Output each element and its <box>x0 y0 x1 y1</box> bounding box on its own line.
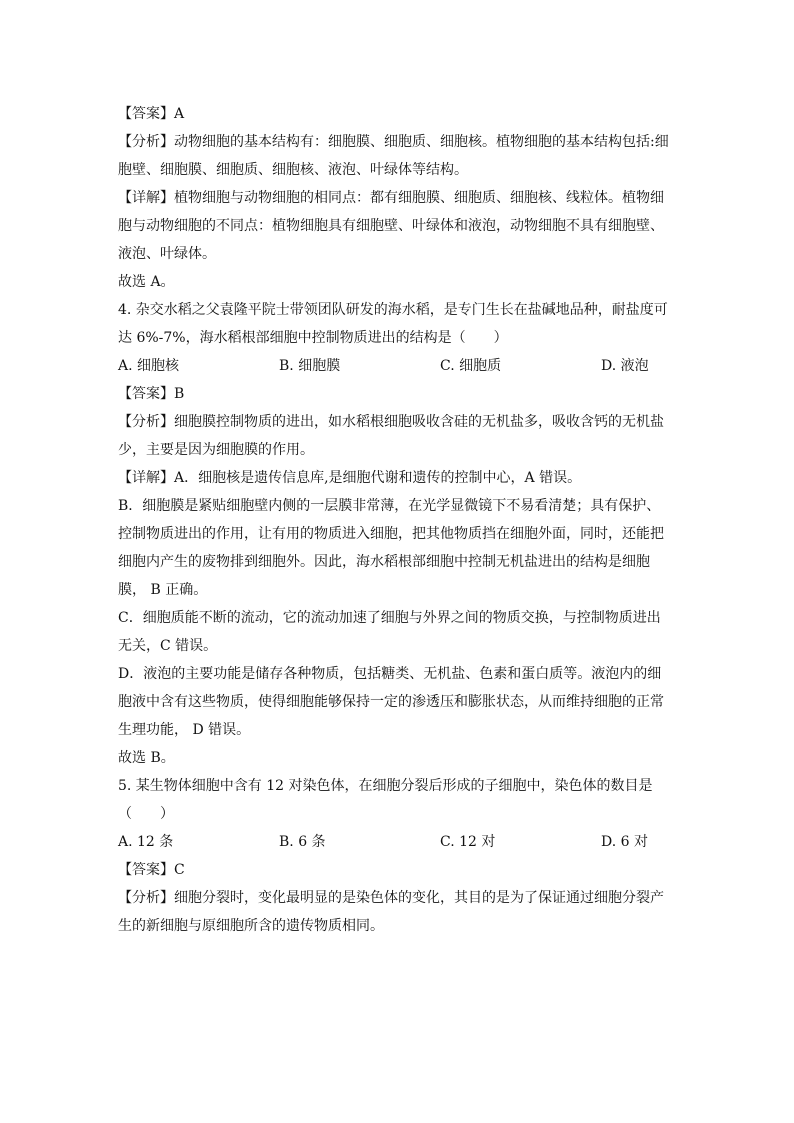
text-line: 故选 B。 <box>118 750 175 766</box>
option-c: C. 12 对 <box>440 834 496 850</box>
text-line: 胞壁、细胞膜、细胞质、细胞核、液泡、叶绿体等结构。 <box>118 162 468 178</box>
text-line: 【答案】A <box>118 106 185 122</box>
text-line: 【答案】B <box>118 386 185 402</box>
text-line: 胞液中含有这些物质，使得细胞能够保持一定的渗透压和膨胀状态，从而维持细胞的正常 <box>118 694 664 710</box>
text-line: 少，主要是因为细胞膜的作用。 <box>118 442 314 458</box>
question-4-options <box>118 352 678 380</box>
text-line: 无关，C 错误。 <box>118 638 218 654</box>
text-line: 控制物质进出的作用，让有用的物质进入细胞，把其他物质挡在细胞外面，同时，还能把 <box>118 526 664 542</box>
question-5-stem: 5. 某生物体细胞中含有 12 对染色体，在细胞分裂后形成的子细胞中，染色体的数目是 <box>118 778 653 794</box>
text-line: 【分析】动物细胞的基本结构有：细胞膜、细胞质、细胞核。植物细胞的基本结构包括:细 <box>118 134 669 150</box>
document-page <box>118 100 678 940</box>
text-line: 生理功能， D 错误。 <box>118 722 251 738</box>
text-line: 【答案】C <box>118 862 185 878</box>
option-d: D. 6 对 <box>601 834 648 850</box>
text-line: 【分析】细胞分裂时，变化最明显的是染色体的变化，其目的是为了保证通过细胞分裂产 <box>118 890 664 906</box>
text-line: 生的新细胞与原细胞所含的遗传物质相同。 <box>118 918 384 934</box>
option-a: A. 细胞核 <box>118 358 180 374</box>
text-line: 胞与动物细胞的不同点：植物细胞具有细胞壁、叶绿体和液泡，动物细胞不具有细胞壁、 <box>118 218 664 234</box>
option-a: A. 12 条 <box>118 834 174 850</box>
text-line: 【详解】植物细胞与动物细胞的相同点：都有细胞膜、细胞质、细胞核、线粒体。植物细 <box>118 190 664 206</box>
text-line: B．细胞膜是紧贴细胞壁内侧的一层膜非常薄，在光学显微镜下不易看清楚；具有保护、 <box>118 498 661 514</box>
question-5-stem: （ ） <box>118 806 174 822</box>
text-line: 【分析】细胞膜控制物质的进出，如水稻根细胞吸收含硅的无机盐多，吸收含钙的无机盐 <box>118 414 664 430</box>
question-4-stem: 达 6%-7%，海水稻根部细胞中控制物质进出的结构是（ ） <box>118 330 508 346</box>
text-line: 膜， B 正确。 <box>118 582 208 598</box>
option-d: D. 液泡 <box>601 358 649 374</box>
text-line: C．细胞质能不断的流动，它的流动加速了细胞与外界之间的物质交换，与控制物质进出 <box>118 610 661 626</box>
text-line: 故选 A。 <box>118 274 175 290</box>
question-5-options <box>118 828 678 856</box>
text-line: 液泡、叶绿体。 <box>118 246 216 262</box>
text-line: 细胞内产生的废物排到细胞外。因此，海水稻根部细胞中控制无机盐进出的结构是细胞 <box>118 554 650 570</box>
question-4-stem: 4. 杂交水稻之父袁隆平院士带领团队研发的海水稻，是专门生长在盐碱地品种，耐盐度可 <box>118 302 668 318</box>
text-line: 【详解】A．细胞核是遗传信息库,是细胞代谢和遗传的控制中心，A 错误。 <box>118 470 582 486</box>
text-line: D．液泡的主要功能是储存各种物质，包括糖类、无机盐、色素和蛋白质等。液泡内的细 <box>118 666 662 682</box>
option-b: B. 6 条 <box>279 834 326 850</box>
option-c: C. 细胞质 <box>440 358 502 374</box>
option-b: B. 细胞膜 <box>279 358 341 374</box>
